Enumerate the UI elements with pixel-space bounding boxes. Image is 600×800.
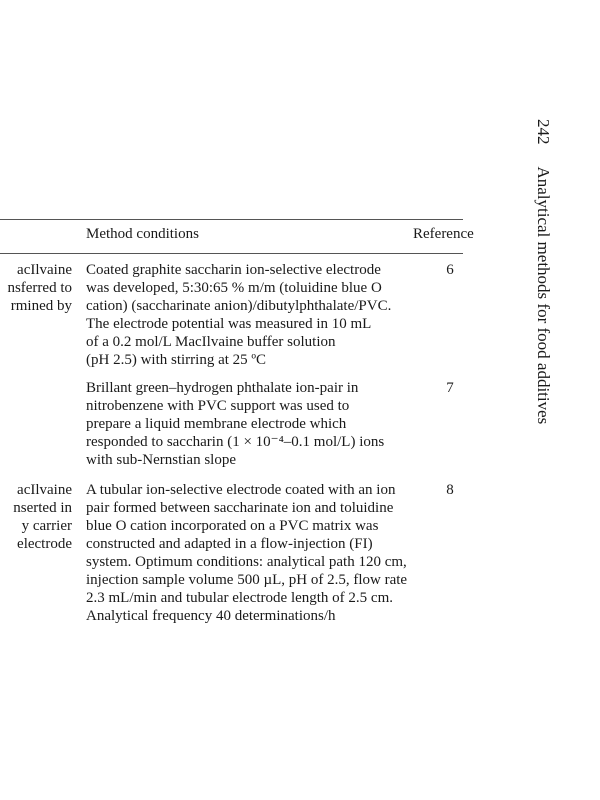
fragment-line: acIlvaine xyxy=(17,262,72,278)
header-reference: Reference xyxy=(413,226,474,242)
table-header-rule xyxy=(0,253,463,254)
running-head-title: Analytical methods for food additives xyxy=(534,166,553,425)
condition-line: system. Optimum conditions: analytical path 120 cm, xyxy=(86,554,407,570)
condition-line: Coated graphite saccharin ion-selective electrode xyxy=(86,262,381,278)
running-head xyxy=(533,119,553,449)
condition-line: 2.3 mL/min and tubular electrode length of 2.5 cm. xyxy=(86,590,394,606)
condition-line: cation) (saccharinate anion)/dibutylphthalate/PVC. xyxy=(86,298,392,314)
condition-line: The electrode potential was measured in 10 mL xyxy=(86,316,372,332)
condition-line: prepare a liquid membrane electrode which xyxy=(86,416,347,432)
condition-line: of a 0.2 mol/L MacIlvaine buffer solution xyxy=(86,334,336,350)
condition-line: (pH 2.5) with stirring at 25 ºC xyxy=(86,352,267,368)
page-number: 242 xyxy=(534,119,553,145)
row-3-method-conditions xyxy=(86,481,436,625)
condition-line: Analytical frequency 40 determinations/h xyxy=(86,608,336,624)
row-1-left-fragment xyxy=(0,261,72,315)
header-method-conditions: Method conditions xyxy=(86,226,199,242)
condition-line: responded to saccharin (1 × 10⁻⁴–0.1 mol/L) ions xyxy=(86,434,385,450)
condition-line: was developed, 5:30:65 % m/m (toluidine blue O xyxy=(86,280,382,296)
row-3-reference: 8 xyxy=(446,482,454,498)
row-3-left-fragment xyxy=(0,481,72,553)
table-top-rule xyxy=(0,219,463,220)
condition-line: A tubular ion-selective electrode coated with an ion xyxy=(86,482,396,498)
condition-line: injection sample volume 500 µL, pH of 2.5, flow rate xyxy=(86,572,408,588)
fragment-line: acIlvaine xyxy=(17,482,72,498)
fragment-line: nserted in xyxy=(13,500,72,516)
fragment-line: rmined by xyxy=(10,298,72,314)
row-2-reference: 7 xyxy=(446,380,454,396)
fragment-line: y carrier xyxy=(21,518,72,534)
condition-line: blue O cation incorporated on a PVC matrix was xyxy=(86,518,379,534)
fragment-line: electrode xyxy=(17,536,72,552)
row-2-method-conditions xyxy=(86,379,436,469)
condition-line: Brillant green–hydrogen phthalate ion-pair in xyxy=(86,380,359,396)
condition-line: constructed and adapted in a flow-injection (FI) xyxy=(86,536,373,552)
condition-line: pair formed between saccharinate ion and toluidine xyxy=(86,500,394,516)
row-1-method-conditions xyxy=(86,261,436,369)
row-1-reference: 6 xyxy=(446,262,454,278)
fragment-line: nsferred to xyxy=(7,280,72,296)
condition-line: nitrobenzene with PVC support was used to xyxy=(86,398,350,414)
condition-line: with sub-Nernstian slope xyxy=(86,452,236,468)
